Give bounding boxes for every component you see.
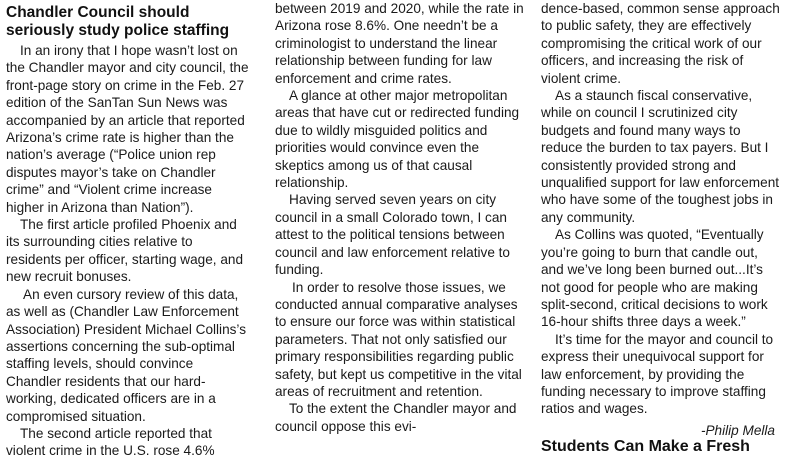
author-signature: -Philip Mella [700, 422, 775, 438]
paragraph: The second article reported that violent crime in the U.S. rose 4.6% [6, 425, 215, 459]
next-article-headline: Students Can Make a Fresh [541, 438, 750, 455]
paragraph: between 2019 and 2020, while the rate in Arizona rose 8.6%. One needn’t be a criminologist to understand the linear relationship between funding for law enforcement and crime rates. [275, 1, 524, 86]
paragraph: It’s time for the mayor and council to express their unequivocal support for law enforcement, by providing the funding necessary to improve staffing ratios and wages. [541, 331, 774, 417]
column-3 [541, 0, 781, 439]
paragraph: dence-based, common sense approach to public safety, they are effectively compromising the critical work of our officers, and increasing the risk of violent crime. [541, 1, 780, 86]
paragraph: To the extent the Chandler mayor and council oppose this evi- [275, 401, 517, 434]
paragraph: In order to resolve those issues, we conducted annual comparative analyses to ensure our force was within statistical parameters. That not only satisfied our primary responsibilities regarding public safety, but kept us competitive in the vital areas of recruitment and retention. [275, 279, 522, 399]
paragraph: As a staunch fiscal conservative, while on council I scrutinized city budgets and found many ways to reduce the burden to tax payers. But I consistently provided strong and unqualified support for law enforcement who have some of the toughest jobs in any community. [541, 88, 780, 225]
column-1 [6, 0, 250, 460]
paragraph: As Collins was quoted, “Eventually you’re going to burn that candle out, and we’ve long been burned out...It’s not good for people who are making split-second, critical decisions to work 16-hour shifts three days a week.” [541, 227, 768, 330]
paragraph: The first article profiled Phoenix and its surrounding cities relative to residents per officer, starting wage, and new recruit bonuses. [6, 217, 244, 285]
column-2 [275, 0, 525, 435]
article-headline: Chandler Council should seriously study police staffing [6, 4, 230, 39]
paragraph: Having served seven years on city council in a small Colorado town, I can attest to the political tensions between council and law enforcement relative to funding. [275, 192, 510, 278]
paragraph: In an irony that I hope wasn’t lost on the Chandler mayor and city council, the front-page story on crime in the Feb. 27 edition of the SanTan Sun News was accompanied by an article that reported Arizona’s crime rate is higher than the nation’s average (“Police union rep disputes mayor’s take on Chandler crime” and “Violent crime increase higher in Arizona than Nation”). [6, 43, 249, 215]
paragraph: A glance at other major metropolitan areas that have cut or redirected funding due to wildly misguided politics and priorities would convince even the skeptics among us of that causal relationship. [275, 88, 520, 191]
paragraph: An even cursory review of this data, as well as (Chandler Law Enforcement Association) President Michael Collins’s assertions concerning the sub-optimal staffing levels, should convince Chandler residents that our hard-working, dedicated officers are in a compromised situation. [6, 286, 247, 424]
